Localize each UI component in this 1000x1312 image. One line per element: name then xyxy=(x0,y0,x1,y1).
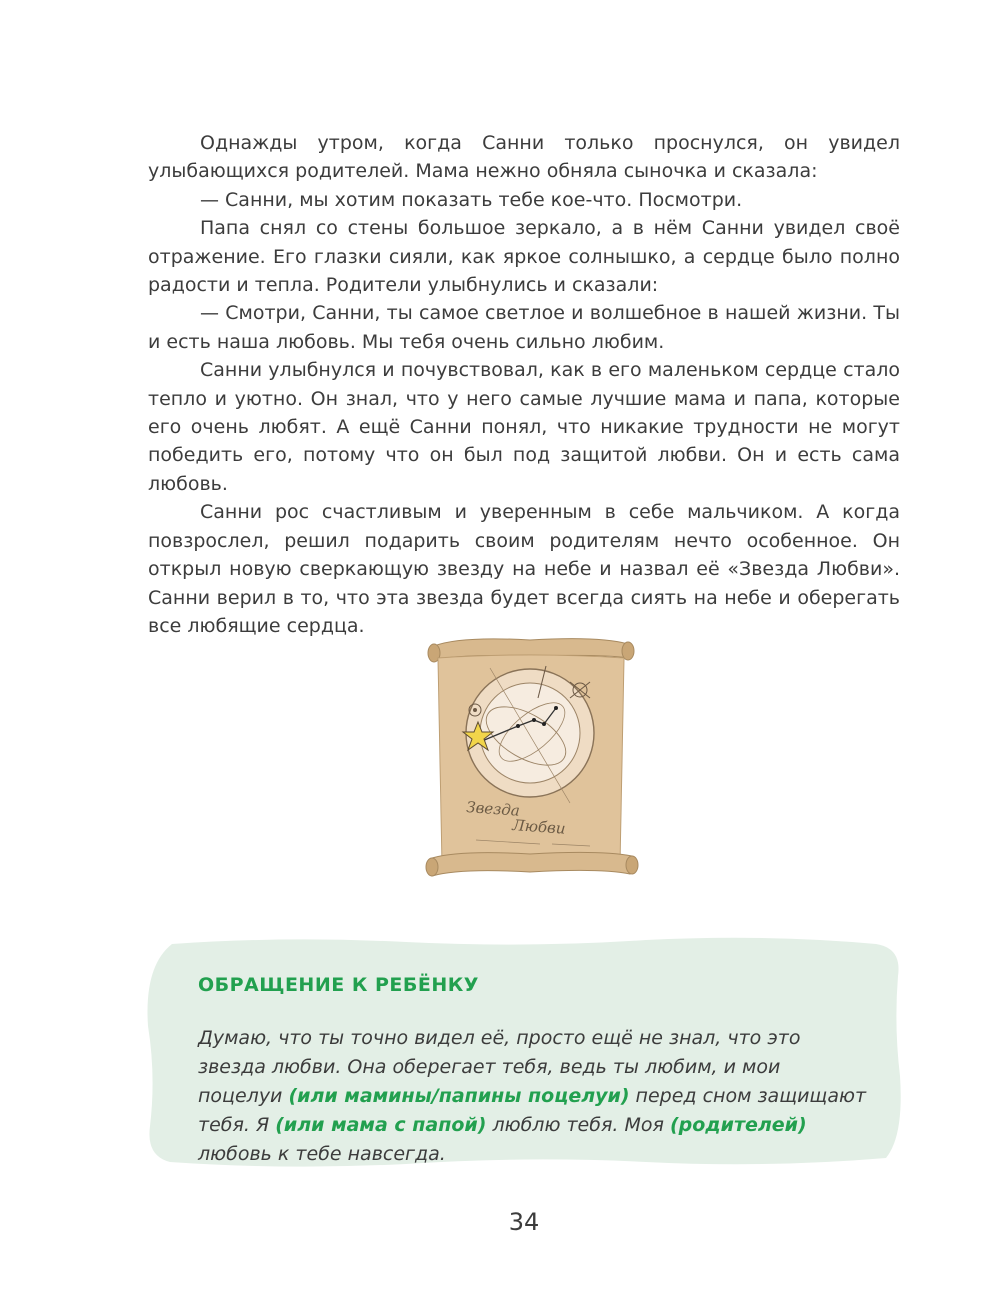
story-paragraph: Санни рос счастливым и уверенным в себе мальчиком. А когда повзрослел, решил подарить своим родителям нечто особенное. Он открыл новую сверкающую звезду на небе и назвал её «Звезда Любви». Санни верил в то, что эта звезда будет всегда сиять на небе и оберегать все любящие сердца. xyxy=(148,501,900,637)
story-paragraph: Папа снял со стены большое зеркало, а в нём Санни увидел своё отражение. Его глазки сияли, как яркое солнышко, а сердце было полно радости и тепла. Родители улыбнулись и сказали: xyxy=(148,217,900,297)
scroll-illustration xyxy=(420,628,640,890)
callout-text-seg: люблю тебя. Моя xyxy=(486,1114,670,1136)
callout-highlight: (родителей) xyxy=(669,1114,807,1136)
story-paragraph: — Санни, мы хотим показать тебе кое-что. Посмотри. xyxy=(200,188,743,211)
story-paragraph: Однажды утром, когда Санни только проснулся, он увидел улыбающихся родителей. Мама нежно обняла сыночка и сказала: xyxy=(148,132,900,183)
page-number: 34 xyxy=(508,1208,540,1236)
callout-text-seg: перед сном защищают тебя. Я xyxy=(198,1085,867,1136)
callout-text-seg: Думаю, что ты точно видел её, просто ещё не знал, что это звезда любви. Она оберегает тебя, ведь ты любим, и мои поцелуи xyxy=(198,1027,801,1107)
scroll-caption-line1: Звезда xyxy=(465,798,521,820)
callout-title: ОБРАЩЕНИЕ К РЕБЁНКУ xyxy=(198,974,479,996)
story-text xyxy=(148,129,900,640)
callout-text-seg: любовь к тебе навсегда. xyxy=(198,1143,446,1165)
story-paragraph: — Смотри, Санни, ты самое светлое и волшебное в нашей жизни. Ты и есть наша любовь. Мы тебя очень сильно любим. xyxy=(148,302,900,353)
callout-text xyxy=(198,1024,870,1169)
callout-highlight: (или мамины/папины поцелуи) xyxy=(288,1085,630,1107)
callout-highlight: (или мама с папой) xyxy=(275,1114,487,1136)
scroll-caption-line2: Любви xyxy=(511,816,567,838)
parchment-scroll-image xyxy=(420,628,640,890)
story-paragraph: Санни улыбнулся и почувствовал, как в его маленьком сердце стало тепло и уютно. Он знал, что у него самые лучшие мама и папа, которые его очень любят. А ещё Санни понял, что никакие трудности не могут победить его, потому что он был под защитой любви. Он и есть сама любовь. xyxy=(148,359,900,495)
